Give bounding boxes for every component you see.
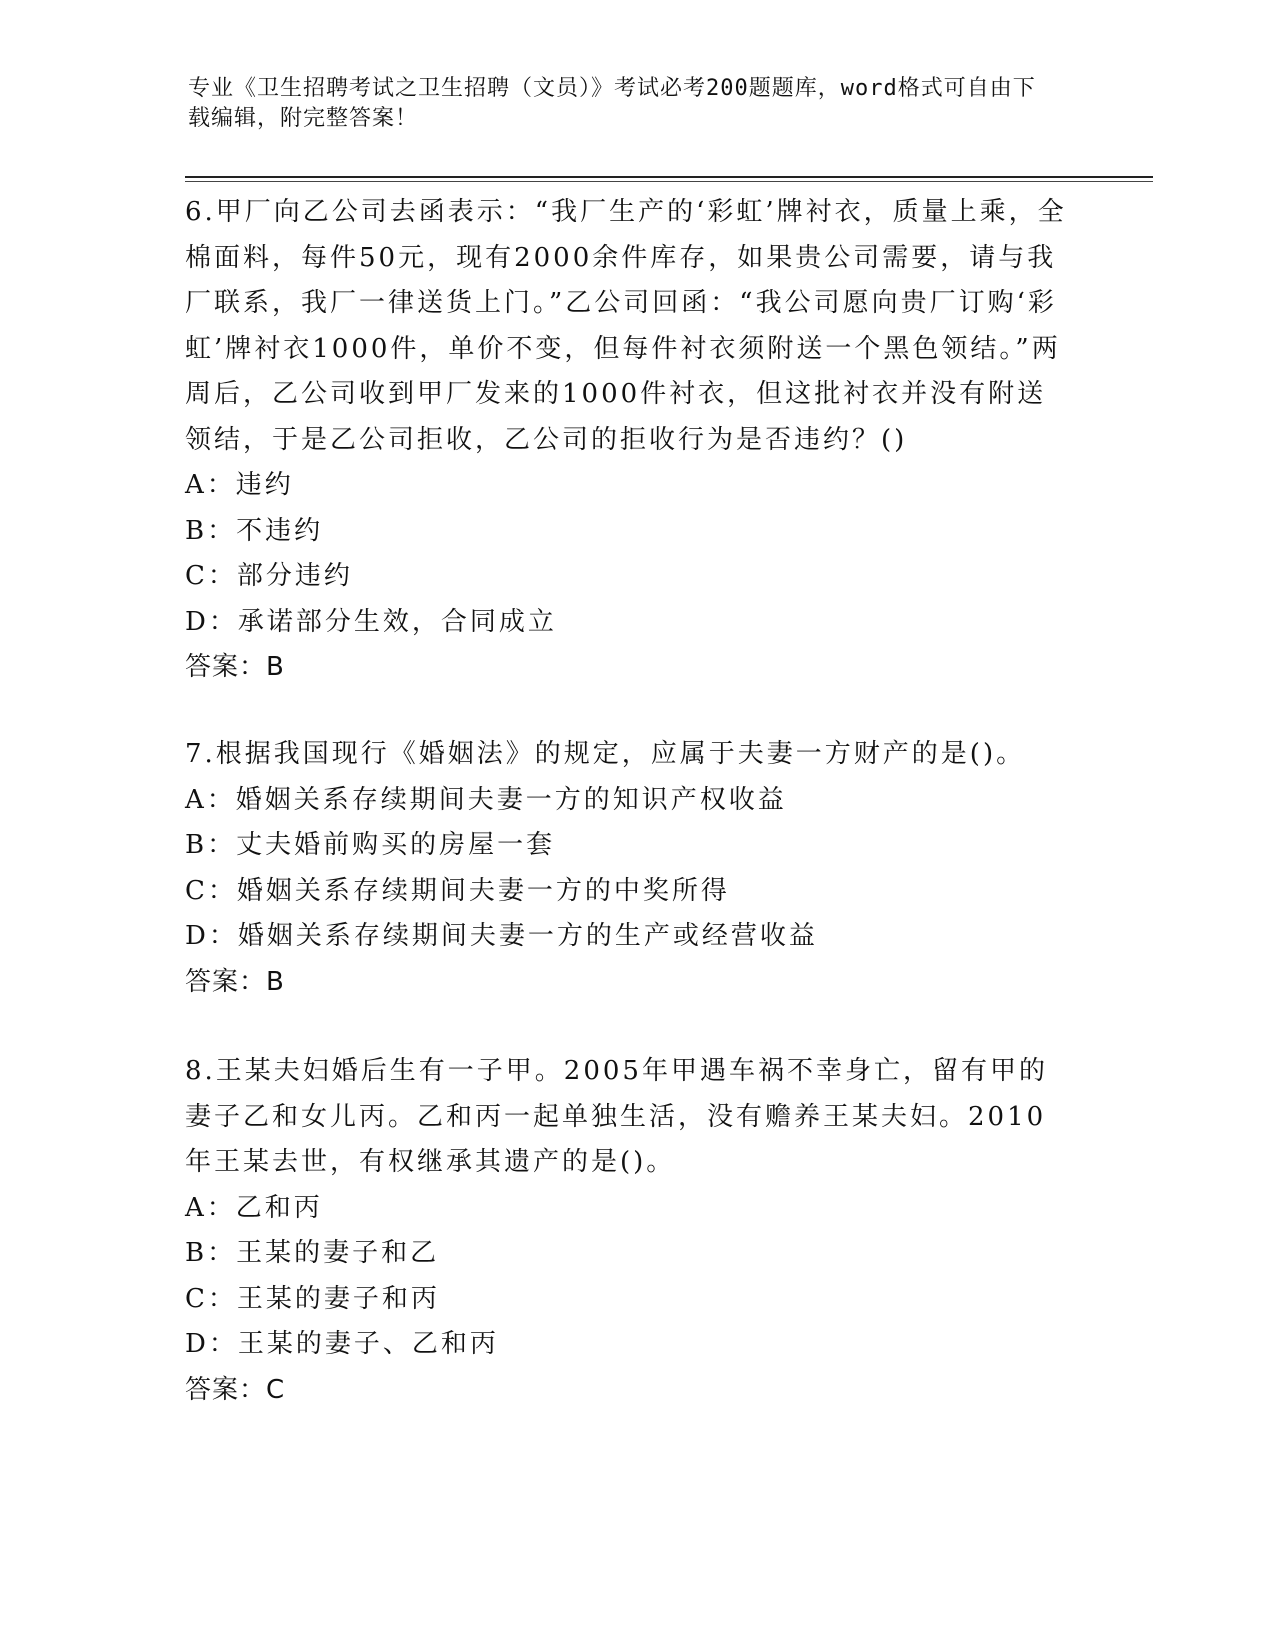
document-header: 专业《卫生招聘考试之卫生招聘（文员）》考试必考200题题库，word格式可自由下载编辑，附完整答案！ [188, 76, 1036, 131]
option-c: C：王某的妻子和丙 [185, 1283, 440, 1314]
header-divider-thin [185, 181, 1153, 182]
option-a: A：违约 [185, 470, 294, 500]
answer: 答案：C [185, 1374, 286, 1405]
option-a: A：乙和丙 [185, 1192, 323, 1223]
question-text: 7.根据我国现行《婚姻法》的规定，应属于夫妻一方财产的是()。 [185, 739, 1026, 769]
option-d: D：承诺部分生效，合同成立 [185, 606, 557, 637]
option-b: B：王某的妻子和乙 [185, 1238, 440, 1268]
option-c: C：部分违约 [185, 561, 353, 591]
option-b: B：不违约 [185, 515, 324, 546]
header-divider-thick [185, 176, 1153, 178]
option-d: D：王某的妻子、乙和丙 [185, 1329, 499, 1359]
question-7 [185, 732, 1075, 1005]
option-b: B：丈夫婚前购买的房屋一套 [185, 830, 556, 860]
option-d: D：婚姻关系存续期间夫妻一方的生产或经营收益 [185, 921, 818, 951]
question-text: 6.甲厂向乙公司去函表示：“我厂生产的‘彩虹’牌衬衣，质量上乘，全棉面料，每件50元，现有2000余件库存，如果贵公司需要，请与我厂联系，我厂一律送货上门。”乙公司回函：“我公司愿向贵厂订购‘彩虹’牌衬衣1000件，单价不变，但每件衬衣须附送一个黑色领结。”两周后，乙公司收到甲厂发来的1000件衬衣，但这批衬衣并没有附送领结，于是乙公司拒收，乙公司的拒收行为是否违约？() [185, 197, 1067, 455]
option-a: A：婚姻关系存续期间夫妻一方的知识产权收益 [185, 784, 787, 815]
answer: 答案：B [185, 652, 285, 682]
option-c: C：婚姻关系存续期间夫妻一方的中奖所得 [185, 875, 730, 906]
question-6 [185, 190, 1075, 691]
question-text: 8.王某夫妇婚后生有一子甲。2005年甲遇车祸不幸身亡，留有甲的妻子乙和女儿丙。乙和丙一起单独生活，没有赡养王某夫妇。2010年王某去世，有权继承其遗产的是()。 [185, 1056, 1048, 1177]
answer: 答案：B [185, 966, 285, 997]
question-8 [185, 1049, 1075, 1413]
